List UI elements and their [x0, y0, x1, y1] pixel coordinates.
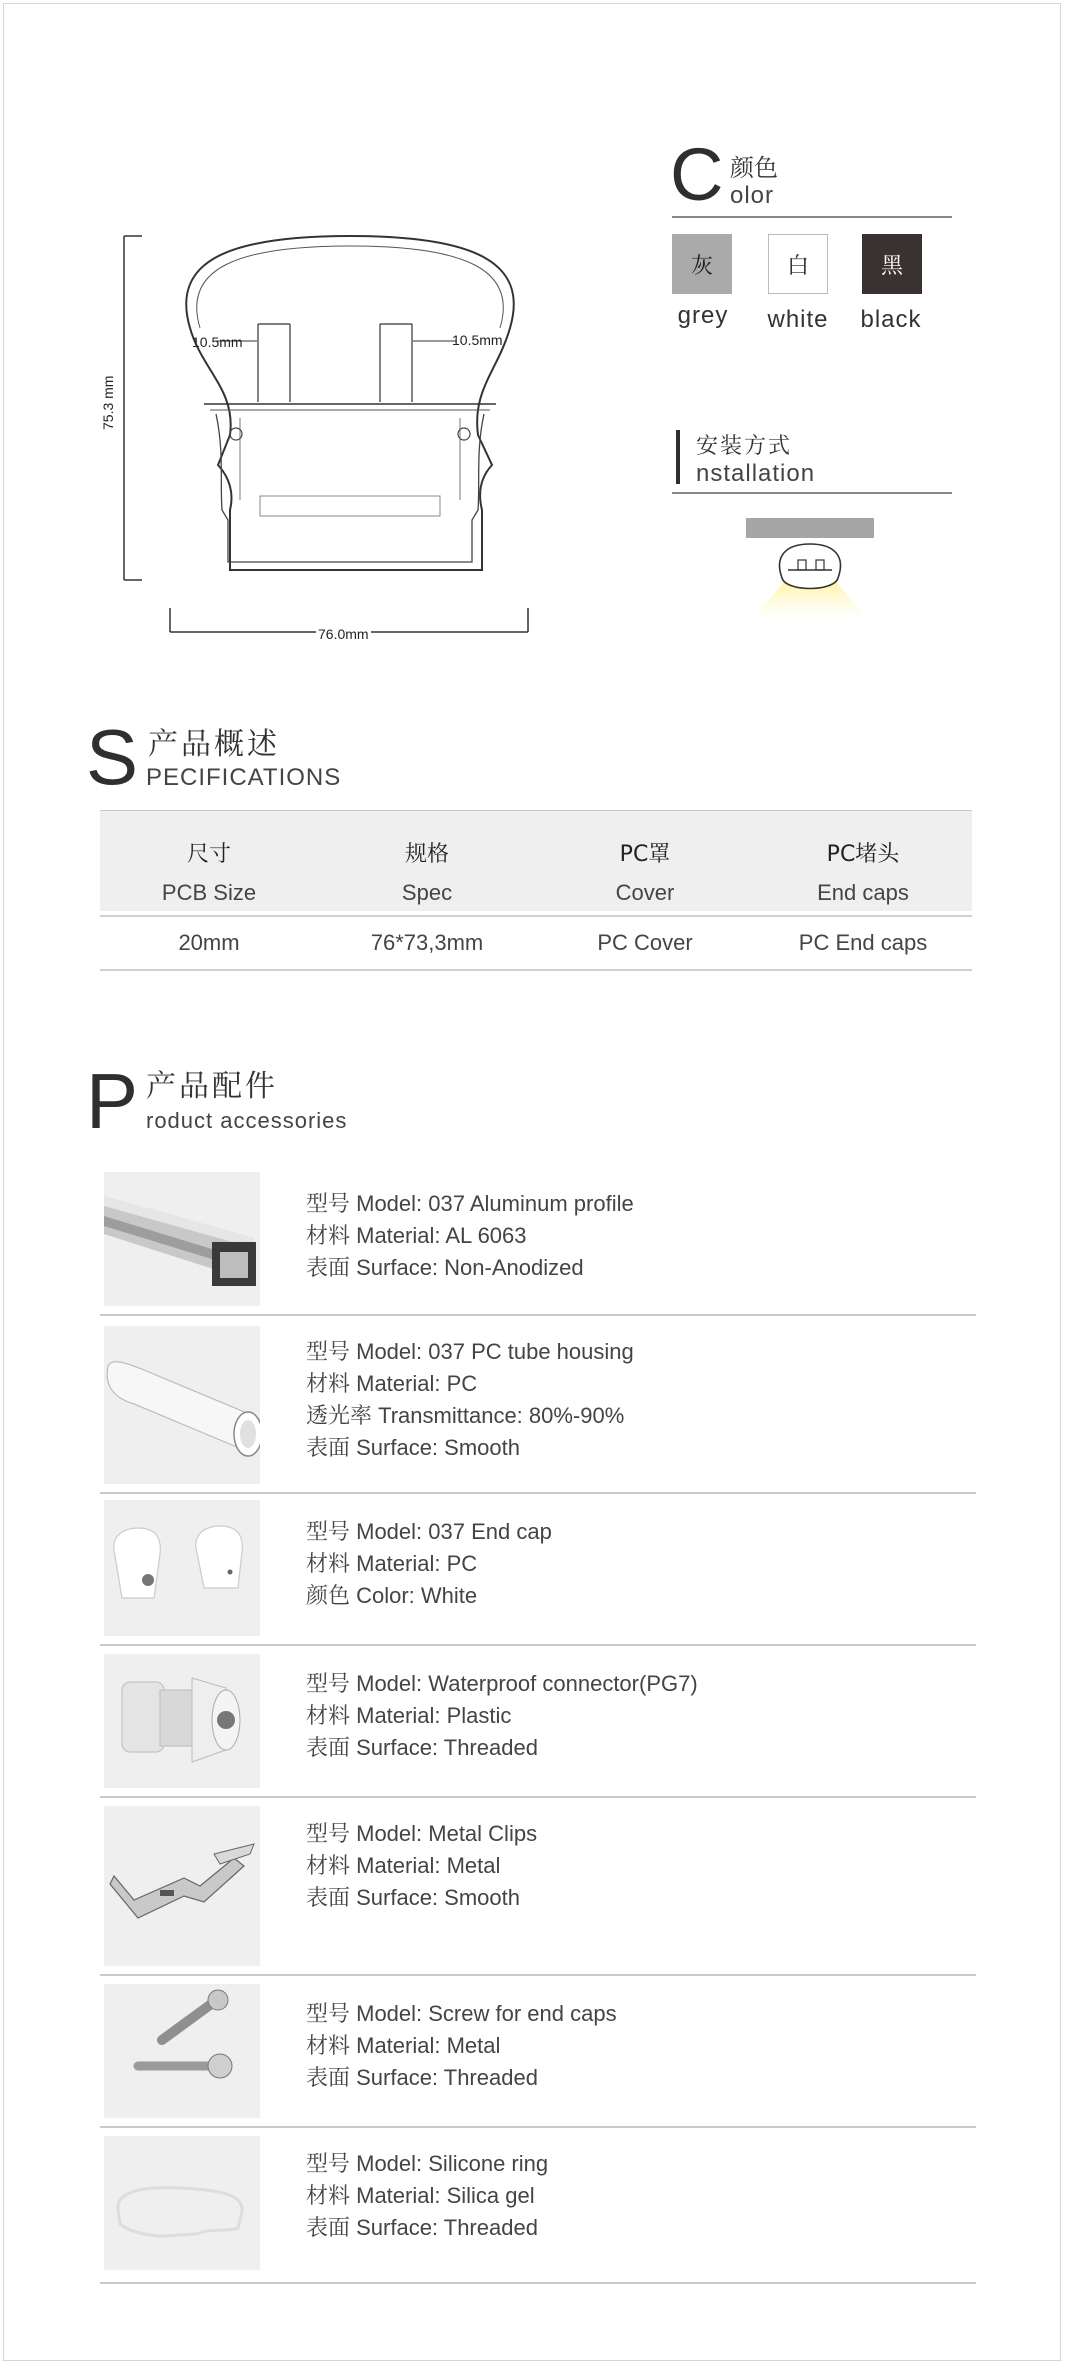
- accessory-item: [100, 1494, 976, 1646]
- accessory-material: 材料 Material: Metal: [306, 2033, 501, 2058]
- spec-header-spec-en: Spec: [401, 880, 453, 905]
- accessories-section-title-en: roduct accessories: [146, 1108, 348, 1133]
- spec-table-value-row: [100, 915, 972, 971]
- accessories-section-letter: P: [86, 1057, 139, 1145]
- spec-value-cover: PC Cover: [597, 930, 693, 955]
- accessory-text: [306, 1998, 617, 2094]
- spec-table: [100, 810, 972, 971]
- spec-value-size: 20mm: [178, 930, 240, 955]
- color-section-letter: C: [670, 133, 724, 216]
- spec-header-endcaps-en: End caps: [817, 880, 909, 905]
- installation-section-title-cn: 安装方式: [696, 434, 793, 459]
- spec-table-header-row: [100, 810, 972, 911]
- spec-section-title-en: PECIFICATIONS: [146, 764, 342, 791]
- spec-header-size-en: PCB Size: [161, 880, 257, 905]
- accessory-transmittance: 透光率 Transmittance: 80%-90%: [306, 1403, 625, 1428]
- accessory-material: 材料 Material: PC: [306, 1551, 478, 1576]
- accessory-surface: 表面 Surface: Smooth: [306, 1885, 520, 1910]
- accessory-material: 材料 Material: AL 6063: [306, 1223, 527, 1248]
- accessory-item: [100, 1646, 976, 1798]
- accessory-material: 材料 Material: Metal: [306, 1853, 501, 1878]
- accessories-section-title-cn: 产品配件: [146, 1069, 278, 1104]
- accessory-model: 型号 Model: Silicone ring: [306, 2151, 549, 2176]
- accessory-text: [306, 1668, 698, 1764]
- accessory-model: 型号 Model: 037 Aluminum profile: [306, 1191, 634, 1216]
- spec-header-cover: [536, 811, 754, 911]
- spec-section-title-cn: 产品概述: [148, 727, 280, 762]
- accessory-material: 材料 Material: Silica gel: [306, 2183, 535, 2208]
- accessory-text: [306, 1516, 552, 1612]
- installation-section-rule: [672, 492, 952, 494]
- end-cap-image: [104, 1500, 260, 1636]
- spec-header-cover-cn: PC罩: [619, 842, 671, 867]
- accessory-text: [306, 2148, 548, 2244]
- accessory-model: 型号 Model: Screw for end caps: [306, 2001, 617, 2026]
- swatch-white-label: white: [767, 306, 829, 333]
- accessory-color: 颜色 Color: White: [306, 1583, 478, 1608]
- pc-tube-housing-image: [104, 1326, 260, 1484]
- accessory-item: [100, 1798, 976, 1976]
- accessory-item: [100, 1168, 976, 1316]
- swatch-black-char: 黑: [880, 253, 903, 279]
- accessory-surface: 表面 Surface: Non-Anodized: [306, 1255, 584, 1280]
- accessory-item: [100, 1316, 976, 1494]
- spec-header-size-cn: 尺寸: [186, 842, 231, 867]
- color-section-rule: [672, 216, 952, 218]
- metal-clips-image: [104, 1806, 260, 1966]
- accessory-surface: 表面 Surface: Threaded: [306, 2215, 538, 2240]
- installation-section-title-en: nstallation: [696, 460, 816, 487]
- accessory-surface: 表面 Surface: Threaded: [306, 1735, 538, 1760]
- accessory-material: 材料 Material: PC: [306, 1371, 478, 1396]
- screw-image: [104, 1984, 260, 2118]
- spec-value-endcaps: PC End caps: [798, 930, 928, 955]
- accessory-model: 型号 Model: 037 End cap: [306, 1519, 552, 1544]
- spec-header-spec-cn: 规格: [404, 842, 449, 867]
- accessory-model: 型号 Model: Waterproof connector(PG7): [306, 1671, 698, 1696]
- swatch-black: [862, 234, 922, 294]
- accessory-text: [306, 1188, 634, 1284]
- swatch-black-label: black: [860, 306, 922, 333]
- accessory-model: 型号 Model: Metal Clips: [306, 1821, 538, 1846]
- color-section-title-cn: 颜色: [730, 154, 778, 182]
- spec-header-endcaps: [754, 811, 972, 911]
- spec-header-spec: [318, 811, 536, 911]
- accessory-surface: 表面 Surface: Threaded: [306, 2065, 538, 2090]
- swatch-grey: [672, 234, 732, 294]
- silicone-ring-image: [104, 2136, 260, 2270]
- accessory-item: [100, 1976, 976, 2128]
- accessory-item: [100, 2128, 976, 2284]
- spec-header-endcaps-cn: PC堵头: [826, 842, 900, 867]
- swatch-white: [768, 234, 828, 294]
- accessory-surface: 表面 Surface: Smooth: [306, 1435, 520, 1460]
- accessory-text: [306, 1336, 634, 1464]
- installation-diagram: [740, 512, 880, 632]
- dimension-width: 76.0mm: [318, 626, 369, 642]
- accessory-material: 材料 Material: Plastic: [306, 1703, 512, 1728]
- dimension-height: 75.3 mm: [100, 375, 116, 430]
- aluminum-profile-image: [104, 1172, 260, 1306]
- accessory-text: [306, 1818, 537, 1914]
- color-section-title-en: olor: [730, 182, 775, 209]
- dimension-slot-right: 10.5mm: [452, 332, 503, 348]
- swatch-grey-label: grey: [677, 302, 729, 329]
- waterproof-connector-image: [104, 1654, 260, 1788]
- installation-section-bar: [676, 430, 680, 484]
- spec-header-cover-en: Cover: [615, 880, 675, 905]
- accessory-model: 型号 Model: 037 PC tube housing: [306, 1339, 634, 1364]
- swatch-white-char: 白: [786, 253, 809, 279]
- spec-value-spec: 76*73,3mm: [370, 930, 484, 955]
- profile-cross-section-drawing: [100, 220, 550, 650]
- spec-header-size: [100, 811, 318, 911]
- dimension-slot-left: 10.5mm: [192, 334, 243, 350]
- spec-section-letter: S: [86, 713, 139, 801]
- swatch-grey-char: 灰: [690, 253, 713, 279]
